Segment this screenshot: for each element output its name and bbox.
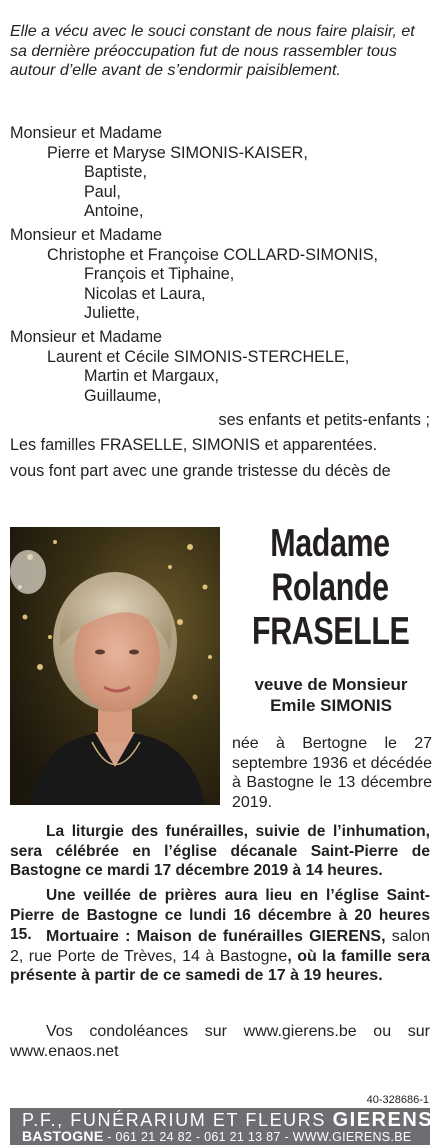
family-child: Nicolas et Laura, — [84, 285, 206, 303]
mortuary-presence: , où la famille sera présente à partir de ce samedi de 17 à 19 heures. — [10, 947, 430, 984]
family-title: Monsieur et Madame — [10, 328, 163, 346]
footer-contact: - 061 21 24 82 - 061 21 13 87 - WWW.GIERENS.BE — [103, 1130, 412, 1144]
portrait-photo — [10, 527, 220, 805]
footer-city: BASTOGNE — [22, 1128, 104, 1144]
families-line: Les familles FRASELLE, SIMONIS et apparentées. — [10, 436, 378, 454]
mortuary-address: salon 2, rue Porte de Trèves, 14 à Bastogne — [10, 928, 431, 965]
announcement: vous font part avec une grande tristesse du décès de — [10, 462, 391, 480]
family-child: Antoine, — [84, 202, 144, 220]
footer-prefix: P.F., FUNÉRARIUM ET FLEURS — [22, 1110, 326, 1130]
funeral-home-footer — [10, 1108, 434, 1145]
family-child: Guillaume, — [84, 387, 162, 405]
footer-brand: GIERENS — [332, 1109, 434, 1131]
intro-text: Elle a vécu avec le souci constant de nous faire plaisir, et sa dernière préoccupation fut de nous rassembler tous autour d’elle avant de s’endormir paisiblement. — [10, 23, 415, 79]
condolences-paragraph: Vos condoléances sur www.gierens.be ou sur www.enaos.net — [10, 1023, 430, 1060]
family-title: Monsieur et Madame — [10, 226, 163, 244]
deceased-name-line1: Madame — [270, 522, 390, 565]
mortuary-paragraph — [10, 927, 430, 986]
family-title: Monsieur et Madame — [10, 124, 163, 142]
liturgy-paragraph: La liturgie des funérailles, suivie de l’inhumation, sera célébrée en l’église décanale Saint-Pierre de Bastogne ce mardi 17 décembre 2019 à 14 heures. — [10, 823, 430, 879]
family-child: Martin et Margaux, — [84, 367, 219, 385]
family-couple: Pierre et Maryse SIMONIS-KAISER, — [47, 144, 308, 162]
widow-of-line2: Emile SIMONIS — [270, 696, 392, 715]
mortuary-label: Mortuaire : Maison de funérailles GIERENS, — [46, 928, 386, 945]
children-grandchildren: ses enfants et petits-enfants ; — [218, 411, 430, 429]
deceased-name-line2: Rolande — [271, 566, 389, 609]
family-couple: Laurent et Cécile SIMONIS-STERCHELE, — [47, 348, 350, 366]
vigil-paragraph: Une veillée de prières aura lieu en l’église Saint-Pierre de Bastogne ce lundi 16 décembre à 20 heures 15. — [10, 887, 430, 943]
widow-of-line1: veuve de Monsieur — [254, 675, 408, 694]
family-child: Juliette, — [84, 304, 140, 322]
deceased-name-line3: FRASELLE — [252, 610, 410, 653]
footer-line2 — [22, 1128, 411, 1144]
family-child: Baptiste, — [84, 163, 147, 181]
birth-death-info: née à Bertogne le 27 septembre 1936 et décédée à Bastogne le 13 décembre 2019. — [232, 735, 432, 811]
family-child: Paul, — [84, 183, 121, 201]
reference-number: 40-328686-1 — [366, 1094, 429, 1106]
family-child: François et Tiphaine, — [84, 265, 235, 283]
family-couple: Christophe et Françoise COLLARD-SIMONIS, — [47, 246, 379, 264]
